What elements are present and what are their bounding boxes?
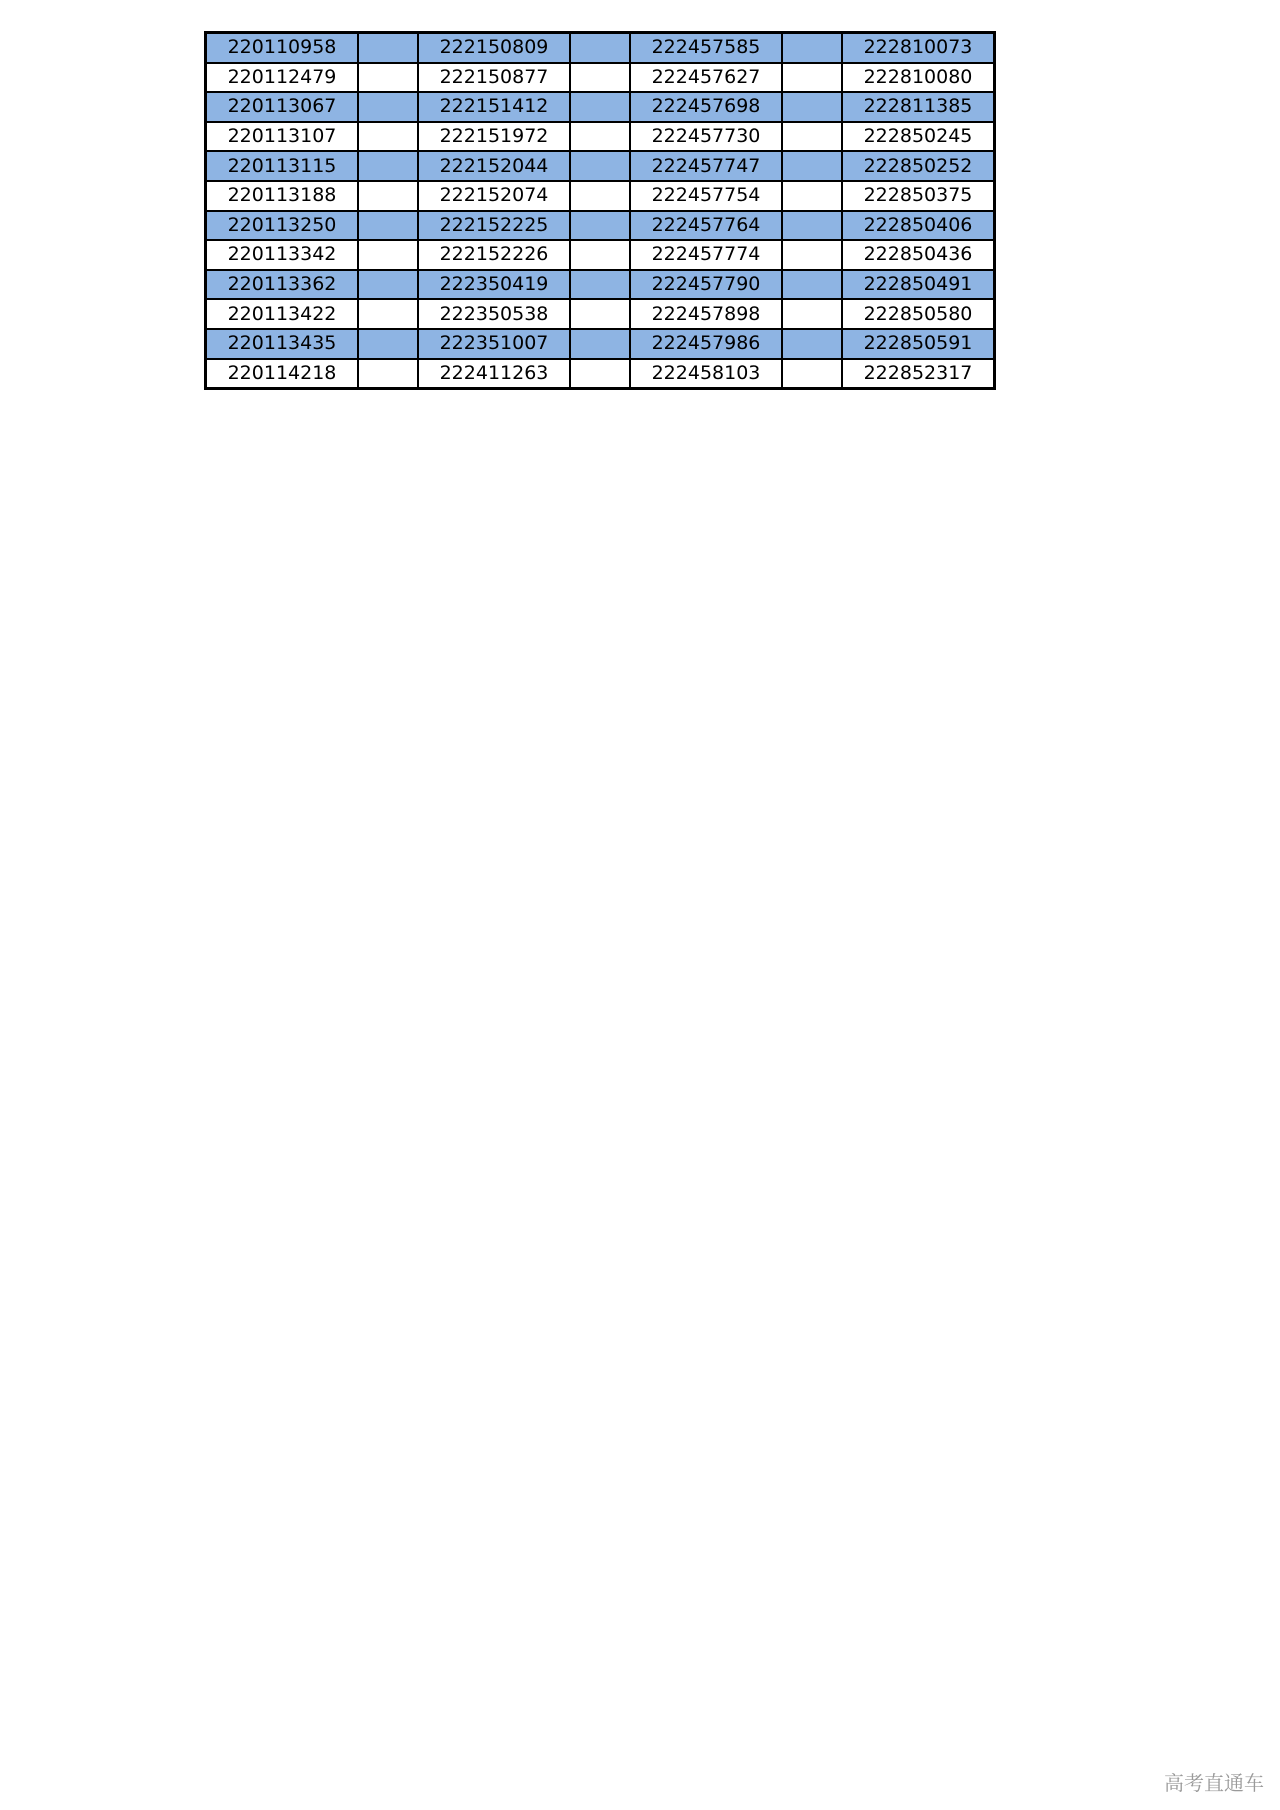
spacer-cell — [358, 151, 418, 181]
spacer-cell — [570, 33, 630, 63]
table-row — [206, 151, 995, 181]
admission-number-cell: 222152225 — [418, 211, 570, 241]
spacer-cell — [570, 92, 630, 122]
admission-number-cell: 222457627 — [630, 63, 782, 93]
admission-number-cell: 222458103 — [630, 359, 782, 389]
spacer-cell — [782, 270, 842, 300]
table-row — [206, 240, 995, 270]
admission-number-cell: 222152226 — [418, 240, 570, 270]
admission-number-cell: 222850580 — [842, 299, 995, 329]
table-row — [206, 122, 995, 152]
admission-number-cell: 220113107 — [206, 122, 359, 152]
spacer-cell — [358, 181, 418, 211]
spacer-cell — [570, 122, 630, 152]
spacer-cell — [782, 63, 842, 93]
admission-number-cell: 222457585 — [630, 33, 782, 63]
admission-number-cell: 222150877 — [418, 63, 570, 93]
spacer-cell — [570, 329, 630, 359]
admission-number-table — [204, 31, 996, 390]
admission-number-cell: 220113422 — [206, 299, 359, 329]
admission-number-cell: 220113250 — [206, 211, 359, 241]
admission-number-cell: 220113362 — [206, 270, 359, 300]
admission-number-cell: 222457898 — [630, 299, 782, 329]
spacer-cell — [570, 359, 630, 389]
table-body — [206, 33, 995, 389]
admission-number-cell: 222350419 — [418, 270, 570, 300]
spacer-cell — [358, 211, 418, 241]
spacer-cell — [782, 329, 842, 359]
admission-number-cell: 222151412 — [418, 92, 570, 122]
admission-number-cell: 222457698 — [630, 92, 782, 122]
table-row — [206, 270, 995, 300]
spacer-cell — [358, 92, 418, 122]
spacer-cell — [782, 359, 842, 389]
admission-number-cell: 222850406 — [842, 211, 995, 241]
admission-number-cell: 222850375 — [842, 181, 995, 211]
spacer-cell — [570, 151, 630, 181]
spacer-cell — [782, 211, 842, 241]
spacer-cell — [358, 299, 418, 329]
admission-number-cell: 220113188 — [206, 181, 359, 211]
spacer-cell — [570, 181, 630, 211]
admission-number-cell: 222150809 — [418, 33, 570, 63]
admission-number-cell: 222850245 — [842, 122, 995, 152]
admission-number-cell: 220113115 — [206, 151, 359, 181]
admission-number-cell: 222457747 — [630, 151, 782, 181]
admission-number-cell: 220113342 — [206, 240, 359, 270]
admission-number-cell: 222152074 — [418, 181, 570, 211]
admission-number-cell: 222151972 — [418, 122, 570, 152]
spacer-cell — [782, 33, 842, 63]
spacer-cell — [782, 240, 842, 270]
spacer-cell — [358, 33, 418, 63]
table-row — [206, 329, 995, 359]
spacer-cell — [358, 240, 418, 270]
table-row — [206, 211, 995, 241]
table-row — [206, 33, 995, 63]
spacer-cell — [358, 270, 418, 300]
admission-number-cell: 222810080 — [842, 63, 995, 93]
admission-number-cell: 222350538 — [418, 299, 570, 329]
admission-number-cell: 222457774 — [630, 240, 782, 270]
spacer-cell — [782, 122, 842, 152]
admission-number-cell: 222850436 — [842, 240, 995, 270]
spacer-cell — [358, 122, 418, 152]
admission-number-cell: 222850591 — [842, 329, 995, 359]
admission-number-cell: 222457986 — [630, 329, 782, 359]
spacer-cell — [570, 63, 630, 93]
admission-number-cell: 222811385 — [842, 92, 995, 122]
spacer-cell — [570, 270, 630, 300]
admission-number-cell: 222152044 — [418, 151, 570, 181]
table-row — [206, 92, 995, 122]
admission-number-cell: 222457764 — [630, 211, 782, 241]
spacer-cell — [782, 299, 842, 329]
admission-number-cell: 222852317 — [842, 359, 995, 389]
spacer-cell — [782, 151, 842, 181]
spacer-cell — [570, 240, 630, 270]
admission-number-cell: 222457754 — [630, 181, 782, 211]
admission-number-cell: 222810073 — [842, 33, 995, 63]
table-row — [206, 181, 995, 211]
admission-number-cell: 222457730 — [630, 122, 782, 152]
spacer-cell — [358, 63, 418, 93]
admission-number-cell: 220113435 — [206, 329, 359, 359]
spacer-cell — [358, 359, 418, 389]
admission-number-cell: 220113067 — [206, 92, 359, 122]
table-row — [206, 299, 995, 329]
admission-number-cell: 222411263 — [418, 359, 570, 389]
admission-number-cell: 222850252 — [842, 151, 995, 181]
admission-number-cell: 222351007 — [418, 329, 570, 359]
spacer-cell — [782, 92, 842, 122]
spacer-cell — [358, 329, 418, 359]
admission-number-cell: 222850491 — [842, 270, 995, 300]
admission-number-cell: 220112479 — [206, 63, 359, 93]
table-row — [206, 359, 995, 389]
admission-number-cell: 220110958 — [206, 33, 359, 63]
admission-number-cell: 220114218 — [206, 359, 359, 389]
spacer-cell — [782, 181, 842, 211]
table-row — [206, 63, 995, 93]
spacer-cell — [570, 211, 630, 241]
admission-number-cell: 222457790 — [630, 270, 782, 300]
watermark-logo: 高考直通车 — [1164, 1771, 1264, 1795]
spacer-cell — [570, 299, 630, 329]
